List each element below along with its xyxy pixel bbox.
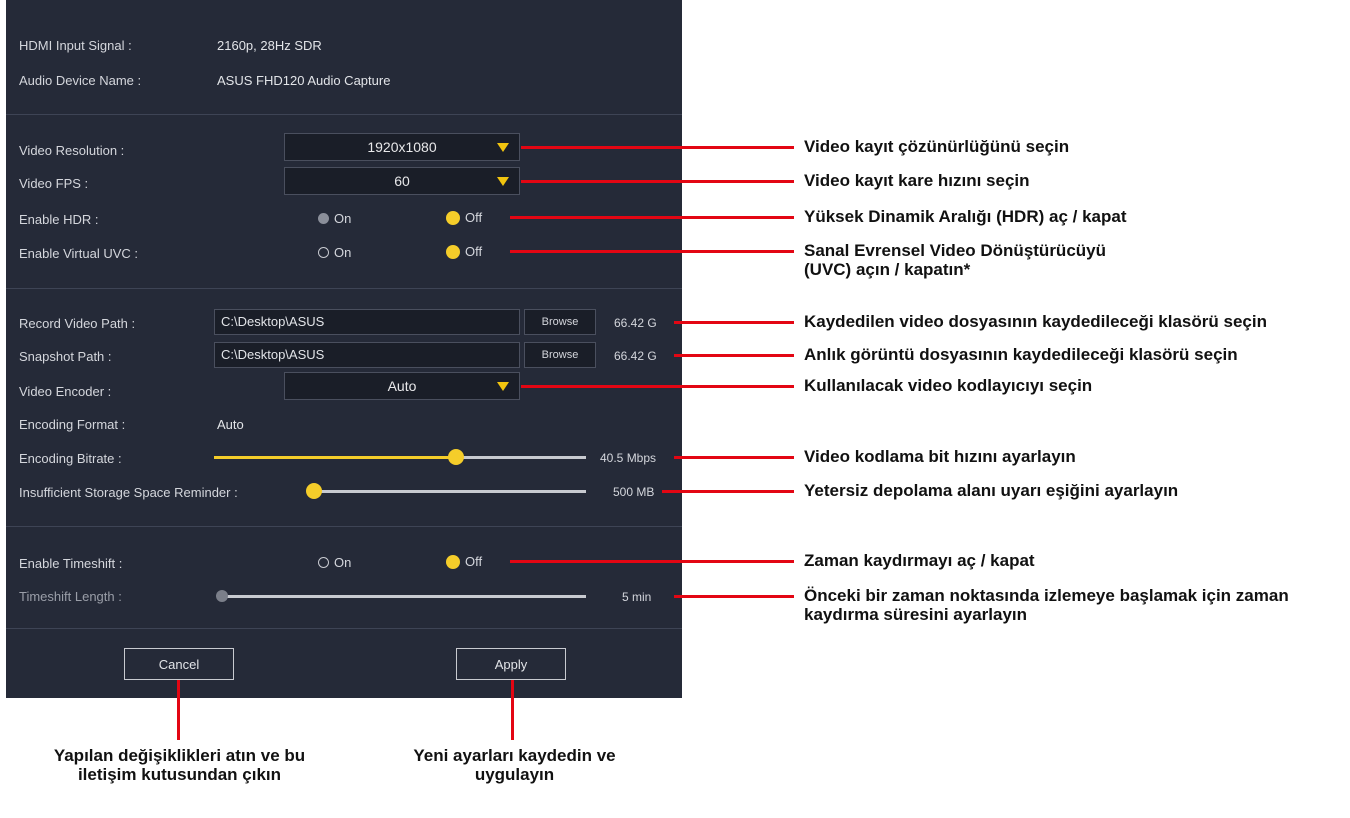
callout-line	[521, 146, 794, 149]
hdmi-input-value: 2160p, 28Hz SDR	[217, 38, 322, 53]
encoding-format-label: Encoding Format :	[19, 417, 126, 432]
video-fps-value: 60	[394, 173, 410, 189]
uvc-off-label: Off	[465, 244, 483, 259]
annotation-record-path: Kaydedilen video dosyasının kaydedileceği klasörü seçin	[804, 312, 1267, 331]
enable-timeshift-label: Enable Timeshift :	[19, 556, 123, 571]
enable-hdr-label: Enable HDR :	[19, 212, 99, 227]
annotation-hdr: Yüksek Dinamik Aralığı (HDR) aç / kapat	[804, 207, 1127, 226]
record-path-label: Record Video Path :	[19, 316, 136, 331]
dropdown-arrow-icon	[497, 143, 509, 152]
radio-selected-icon	[446, 555, 460, 569]
divider	[6, 288, 682, 289]
timeshift-off-label: Off	[465, 554, 483, 569]
uvc-off-radio[interactable]	[446, 244, 482, 259]
video-encoder-label: Video Encoder :	[19, 384, 112, 399]
annotation-timeshift: Zaman kaydırmayı aç / kapat	[804, 551, 1035, 570]
timeshift-length-value: 5 min	[622, 590, 652, 604]
callout-line	[510, 216, 794, 219]
divider	[6, 114, 682, 115]
bitrate-slider-handle[interactable]	[448, 449, 464, 465]
encoding-bitrate-label: Encoding Bitrate :	[19, 451, 122, 466]
snapshot-path-browse-button[interactable]: Browse	[524, 342, 596, 368]
radio-selected-icon	[446, 211, 460, 225]
timeshift-length-label: Timeshift Length :	[19, 589, 122, 604]
record-path-browse-button[interactable]: Browse	[524, 309, 596, 335]
callout-line	[662, 490, 794, 493]
annotation-timeshift-length: Önceki bir zaman noktasında izlemeye başlamak için zaman kaydırma süresini ayarlayın	[804, 586, 1289, 624]
bitrate-value: 40.5 Mbps	[600, 451, 657, 465]
timeshift-off-radio[interactable]	[446, 554, 482, 569]
callout-line	[510, 250, 794, 253]
audio-device-label: Audio Device Name :	[19, 73, 142, 88]
annotation-encoder: Kullanılacak video kodlayıcıyı seçin	[804, 376, 1093, 395]
annotation-fps: Video kayıt kare hızını seçin	[804, 171, 1030, 190]
annotation-apply: Yeni ayarları kaydedin ve uygulayın	[413, 746, 616, 784]
record-free-space: 66.42 G	[614, 316, 657, 330]
timeshift-on-label: On	[334, 555, 352, 570]
annotation-snapshot-path: Anlık görüntü dosyasının kaydedileceği klasörü seçin	[804, 345, 1238, 364]
annotation-storage: Yetersiz depolama alanı uyarı eşiğini ayarlayın	[804, 481, 1179, 500]
timeshift-slider-track[interactable]	[222, 595, 586, 598]
divider	[6, 628, 682, 629]
video-fps-label: Video FPS :	[19, 176, 89, 191]
record-path-input[interactable]: C:\Desktop\ASUS	[214, 309, 520, 335]
radio-unselected-icon	[318, 557, 329, 568]
hdr-off-label: Off	[465, 210, 483, 225]
annotation-resolution: Video kayıt çözünürlüğünü seçin	[804, 137, 1070, 156]
enable-uvc-label: Enable Virtual UVC :	[19, 246, 138, 261]
annotation-uvc: Sanal Evrensel Video Dönüştürücüyü (UVC) açın / kapatın*	[804, 241, 1106, 279]
storage-slider-handle[interactable]	[306, 483, 322, 499]
callout-line	[177, 680, 180, 740]
uvc-on-radio[interactable]	[318, 245, 351, 260]
callout-line	[521, 385, 794, 388]
uvc-on-label: On	[334, 245, 352, 260]
snapshot-free-space: 66.42 G	[614, 349, 657, 363]
annotation-cancel: Yapılan değişiklikleri atın ve bu iletişim kutusundan çıkın	[53, 746, 306, 784]
video-resolution-value: 1920x1080	[367, 139, 437, 155]
cancel-button[interactable]: Cancel	[124, 648, 234, 680]
apply-button[interactable]: Apply	[456, 648, 566, 680]
snapshot-path-label: Snapshot Path :	[19, 349, 112, 364]
dropdown-arrow-icon	[497, 177, 509, 186]
video-resolution-dropdown[interactable]	[284, 133, 520, 161]
callout-line	[521, 180, 794, 183]
hdmi-input-label: HDMI Input Signal :	[19, 38, 132, 53]
callout-line	[674, 321, 794, 324]
encoding-format-value: Auto	[217, 417, 244, 432]
timeshift-on-radio[interactable]	[318, 555, 351, 570]
callout-line	[511, 680, 514, 740]
storage-reminder-label: Insufficient Storage Space Reminder :	[19, 485, 238, 500]
callout-line	[510, 560, 794, 563]
audio-device-value: ASUS FHD120 Audio Capture	[217, 73, 391, 88]
bitrate-slider-fill	[214, 456, 456, 459]
storage-reminder-value: 500 MB	[613, 485, 655, 499]
dropdown-arrow-icon	[497, 382, 509, 391]
hdr-on-label: On	[334, 211, 352, 226]
callout-line	[674, 595, 794, 598]
annotation-bitrate: Video kodlama bit hızını ayarlayın	[804, 447, 1076, 466]
video-fps-dropdown[interactable]	[284, 167, 520, 195]
timeshift-slider-handle[interactable]	[216, 590, 228, 602]
divider	[6, 526, 682, 527]
callout-line	[674, 354, 794, 357]
storage-slider-track[interactable]	[314, 490, 586, 493]
snapshot-path-input[interactable]: C:\Desktop\ASUS	[214, 342, 520, 368]
video-encoder-dropdown[interactable]	[284, 372, 520, 400]
radio-selected-icon	[446, 245, 460, 259]
hdr-on-radio[interactable]	[318, 211, 351, 226]
radio-unselected-icon	[318, 247, 329, 258]
video-resolution-label: Video Resolution :	[19, 143, 125, 158]
radio-disabled-icon	[318, 213, 329, 224]
video-encoder-value: Auto	[387, 378, 417, 394]
hdr-off-radio[interactable]	[446, 210, 482, 225]
callout-line	[674, 456, 794, 459]
